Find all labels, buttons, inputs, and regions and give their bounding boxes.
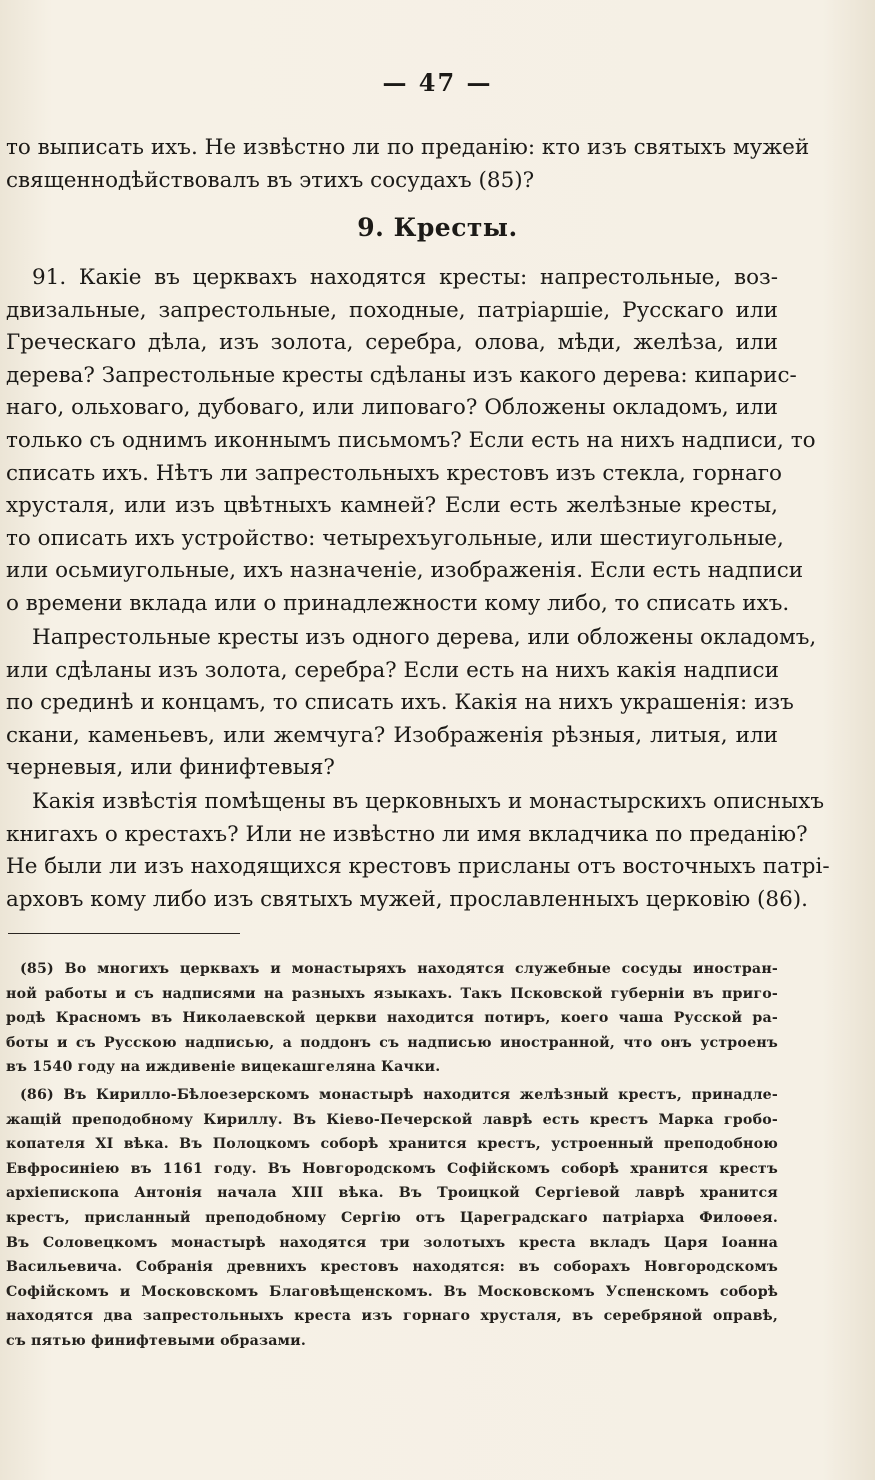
footnote-line: въ 1540 году на иждивеніе вицекашгеляна Качки. (6, 1059, 441, 1076)
text-line: дерева? Запрестольные кресты сдѣланы изъ какого дерева: кипарис- (6, 362, 797, 388)
footnote-line: родѣ Красномъ въ Николаевской церкви находится потиръ, коего чаша Русской ра- (6, 1010, 778, 1027)
text-line: списать ихъ. Нѣтъ ли запрестольныхъ крестовъ изъ стекла, горнаго (6, 460, 782, 486)
paragraph-91 (6, 262, 816, 621)
page-number: — 47 — (382, 68, 493, 97)
text-line: о времени вклада или о принадлежности кому либо, то списать ихъ. (6, 590, 790, 616)
text-line: то выписать ихъ. Не извѣстно ли по преданію: кто изъ святыхъ мужей (6, 135, 810, 160)
text-line: Какія извѣстія помѣщены въ церковныхъ и монастырскихъ описныхъ (32, 789, 825, 814)
text-line: черневыя, или финифтевыя? (6, 755, 335, 781)
footnote-line: архіепископа Антонія начала XIII вѣка. Въ Троицкой Сергіевой лаврѣ хранится (6, 1185, 778, 1202)
footnote-line: крестъ, присланный преподобному Сергію отъ Цареградскаго патріарха Филоѳея. (6, 1209, 778, 1226)
footnote-86 (6, 1083, 778, 1354)
footnote-divider (8, 933, 240, 934)
footnote-line: ной работы и съ надписями на разныхъ языкахъ. Такъ Псковской губерніи въ приго- (6, 985, 778, 1002)
text-line: книгахъ о крестахъ? Или не извѣстно ли имя вкладчика по преданію? (6, 821, 808, 847)
footnote-line: жащій преподобному Кириллу. Въ Кіево-Печерской лаврѣ есть крестъ Марка гробо- (6, 1111, 778, 1128)
section-heading: 9. Кресты. (357, 213, 518, 242)
footnote-line: Софійскомъ и Московскомъ Благовѣщенскомъ. Въ Московскомъ Успенскомъ соборѣ (6, 1283, 778, 1300)
text-line: Напрестольные кресты изъ одного дерева, или обложены окладомъ, (32, 625, 817, 650)
text-line: двизальные, запрестольные, походные, патріаршіе, Русскаго или (6, 297, 778, 323)
text-line: Греческаго дѣла, изъ золота, серебра, олова, мѣди, желѣза, или (6, 330, 778, 356)
text-line: только съ однимъ иконнымъ письмомъ? Если есть на нихъ надписи, то (6, 427, 816, 453)
text-line: арховъ кому либо изъ святыхъ мужей, прославленныхъ церковію (86). (6, 886, 809, 912)
text-line: или осьмиугольные, ихъ назначеніе, изображенія. Если есть надписи (6, 558, 804, 584)
text-line: скани, каменьевъ, или жемчуга? Изображенія рѣзныя, литыя, или (6, 722, 778, 748)
footnote-line: (86) Въ Кирилло-Бѣлоезерскомъ монастырѣ находится желѣзный крестъ, принадле- (20, 1087, 778, 1103)
paragraph-records (6, 786, 830, 916)
footnote-line: находятся два запрестольныхъ креста изъ горнаго хрусталя, въ серебряной оправѣ, (6, 1308, 778, 1325)
footnote-85 (6, 957, 778, 1080)
footnote-line: боты и съ Русскою надписью, а поддонъ съ надписью иностранной, что онъ устроенъ (6, 1034, 778, 1051)
text-line: хрусталя, или изъ цвѣтныхъ камней? Если есть желѣзные кресты, (6, 493, 778, 519)
footnote-line: Въ Соловецкомъ монастырѣ находятся три золотыхъ креста вкладъ Царя Іоанна (6, 1234, 778, 1251)
text-line: то описать ихъ устройство: четырехъугольные, или шестиугольные, (6, 525, 784, 551)
footnote-line: съ пятью финифтевыми образами. (6, 1332, 307, 1349)
top-paragraph (6, 132, 810, 197)
text-line: или сдѣланы изъ золота, серебра? Если есть на нихъ какія надписи (6, 657, 779, 683)
text-line: священнодѣйствовалъ въ этихъ сосудахъ (85)? (6, 167, 535, 193)
footnote-line: Евфросиніею въ 1161 году. Въ Новгородскомъ Софійскомъ соборѣ хранится крестъ (6, 1160, 778, 1177)
text-line: 91. Какіе въ церквахъ находятся кресты: напрестольные, воз- (32, 265, 778, 290)
footnote-line: (85) Во многихъ церквахъ и монастыряхъ находятся служебные сосуды иностран- (20, 961, 778, 977)
paragraph-altar-crosses (6, 622, 817, 785)
text-line: Не были ли изъ находящихся крестовъ присланы отъ восточныхъ патрі- (6, 854, 830, 880)
text-line: наго, ольховаго, дубоваго, или липоваго? Обложены окладомъ, или (6, 395, 778, 421)
footnote-line: Васильевича. Собранія древнихъ крестовъ находятся: въ соборахъ Новгородскомъ (6, 1259, 778, 1276)
text-line: по срединѣ и концамъ, то списать ихъ. Какія на нихъ украшенія: изъ (6, 690, 794, 716)
footnote-line: копателя XI вѣка. Въ Полоцкомъ соборѣ хранится крестъ, устроенный преподобною (6, 1136, 778, 1153)
